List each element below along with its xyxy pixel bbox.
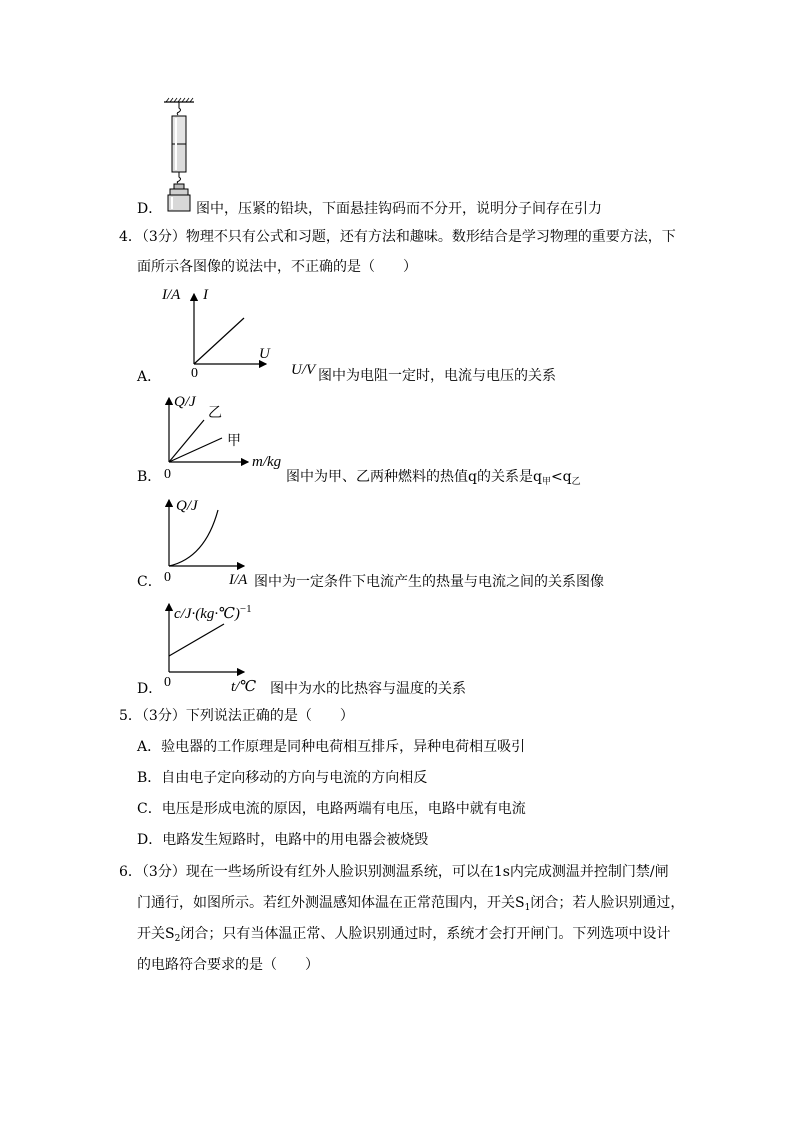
- graph-c: [150, 492, 260, 572]
- graph-a-y-label: I/A: [162, 287, 181, 303]
- q4-option-a-text: 图中为电阻一定时，电流与电压的关系: [318, 368, 556, 384]
- graph-a-x-curve-label: U: [259, 346, 270, 362]
- q4-option-b-sub2: 乙: [571, 477, 581, 487]
- q6-line3: [137, 924, 670, 946]
- q4-option-d-text: 图中为水的比热容与温度的关系: [270, 681, 466, 697]
- graph-a-x-label: U/V: [291, 362, 316, 378]
- q5-option-d: D．电路发生短路时，电路中的用电器会被烧毁: [137, 832, 429, 848]
- q3-option-d-text: 图中，压紧的铅块，下面悬挂钩码而不分开，说明分子间存在引力: [196, 201, 602, 217]
- graph-d-y-label-main: c/J·(kg·℃): [174, 606, 240, 622]
- graph-d-origin: 0: [164, 675, 171, 690]
- graph-a-origin: 0: [191, 366, 198, 381]
- graph-b-x-label: m/kg: [252, 454, 282, 470]
- q6-line2: [137, 893, 684, 915]
- graph-b-y-label: Q/J: [174, 394, 196, 410]
- q6-line3-post: 闭合；只有当体温正常、人脸识别通过时，系统才会打开闸门。下列选项中设计: [180, 926, 671, 942]
- graph-b-line-upper: 乙: [208, 405, 222, 421]
- q5-option-b: B．自由电子定向移动的方向与电流的方向相反: [137, 770, 428, 786]
- graph-a-curve-label: I: [203, 287, 208, 303]
- q4-option-b-sub1: 甲: [541, 477, 551, 487]
- q4-option-b-text-pre: 图中为甲、乙两种燃料的热值q的关系是q: [286, 469, 542, 485]
- q5-option-a: A．验电器的工作原理是同种电荷相互排斥，异种电荷相互吸引: [137, 739, 526, 755]
- graph-d-y-label: [174, 599, 252, 624]
- graph-b-line-lower: 甲: [227, 433, 241, 449]
- q5-option-c: C．电压是形成电流的原因，电路两端有电压，电路中就有电流: [137, 801, 526, 817]
- q4-option-b-text: [286, 467, 581, 489]
- q4-option-d-letter: D．: [137, 681, 163, 697]
- graph-d-x-label: t/℃: [231, 679, 257, 695]
- q6-line3-pre: 开关S: [137, 926, 175, 942]
- q4-option-c-letter: C．: [137, 574, 162, 590]
- q4-option-a-letter: A．: [137, 369, 162, 385]
- q4-stem-line1: 4．（3分）物理不只有公式和习题，还有方法和趣味。数形结合是学习物理的重要方法，下: [119, 229, 676, 245]
- graph-c-origin: 0: [164, 570, 171, 585]
- q6-line3-sub: 2: [174, 934, 181, 944]
- graph-c-x-label: I/A: [229, 572, 248, 588]
- q4-option-b-letter: B．: [137, 469, 162, 485]
- q4-option-c-text: 图中为一定条件下电流产生的热量与电流之间的关系图像: [254, 574, 604, 590]
- q6-line1: 6．（3分）现在一些场所设有红外人脸识别测温系统，可以在1s内完成测温并控制门禁/闸: [119, 864, 669, 880]
- lead-blocks-figure: [160, 98, 200, 214]
- q6-line2-post: 闭合；若人脸识别通过，: [530, 895, 685, 911]
- q6-line2-sub: 1: [524, 903, 531, 913]
- q3-option-d-letter: D．: [137, 201, 163, 217]
- q6-line4: 的电路符合要求的是（ ）: [137, 957, 319, 973]
- q4-stem-line2: 面所示各图像的说法中，不正确的是（ ）: [137, 259, 417, 275]
- q4-option-b-lt: <q: [550, 469, 572, 485]
- graph-b-origin: 0: [164, 467, 171, 482]
- graph-c-y-label: Q/J: [176, 498, 198, 514]
- q6-line2-pre: 门通行，如图所示。若红外测温感知体温在正常范围内，开关S: [137, 895, 525, 911]
- graph-d-y-label-exp: −1: [239, 603, 252, 615]
- q5-stem: 5．（3分）下列说法正确的是（ ）: [119, 708, 354, 724]
